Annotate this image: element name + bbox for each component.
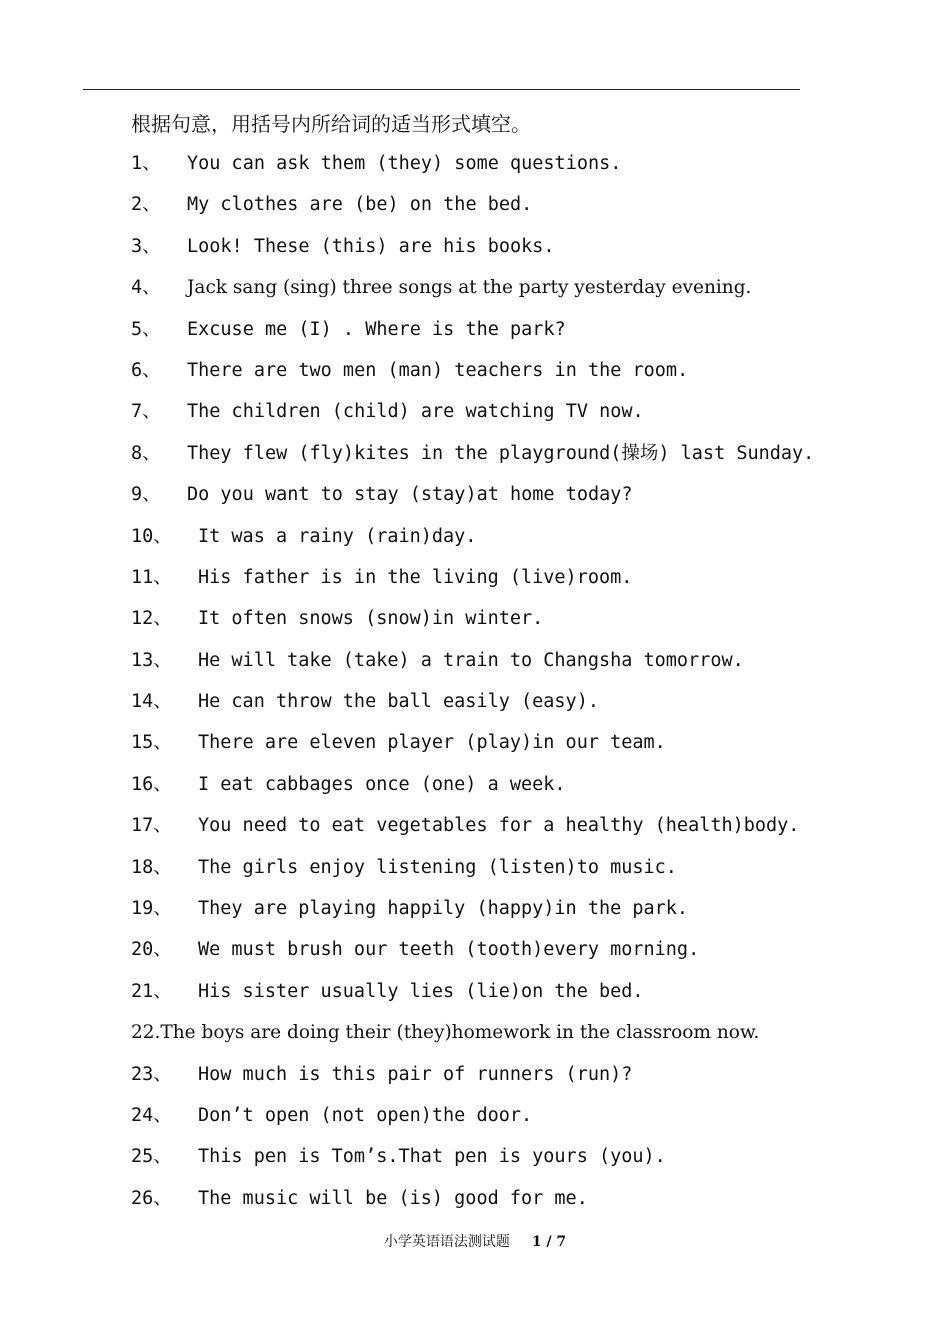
exercise-item xyxy=(131,233,814,274)
item-number: 15、 xyxy=(131,732,172,754)
item-number: 8、 xyxy=(131,442,161,464)
exercise-item xyxy=(131,357,814,398)
item-number: 5、 xyxy=(131,318,161,340)
item-text: You can ask them (they) some questions. xyxy=(187,153,622,174)
item-text: His sister usually lies (lie)on the bed. xyxy=(198,980,644,1002)
exercise-item xyxy=(131,316,814,357)
item-number: 26、 xyxy=(131,1187,172,1209)
exercise-item xyxy=(131,150,814,191)
exercise-item xyxy=(131,1185,814,1226)
item-text: My clothes are (be) on the bed. xyxy=(187,194,533,216)
item-number: 23、 xyxy=(131,1063,172,1085)
exercise-item xyxy=(131,688,814,729)
exercise-item xyxy=(131,191,814,232)
exercise-item xyxy=(131,481,814,522)
item-number: 16、 xyxy=(131,773,172,795)
page-number: 1 / 7 xyxy=(531,1234,567,1250)
exercise-item xyxy=(131,1102,814,1143)
exercise-item xyxy=(131,771,814,812)
item-text: Excuse me (I) . Where is the park? xyxy=(187,318,566,340)
item-number: 10、 xyxy=(131,525,172,547)
page-footer xyxy=(0,1232,950,1252)
item-text: The children (child) are watching TV now. xyxy=(187,401,644,423)
item-text: They flew (fly)kites in the playground(操场) last Sunday. xyxy=(187,442,815,464)
item-text: It often snows (snow)in winter. xyxy=(198,608,544,630)
exercise-item xyxy=(131,978,814,1019)
instruction-text: 根据句意，用括号内所给词的适当形式填空。 xyxy=(131,112,531,136)
item-text: Don’t open (not open)the door. xyxy=(198,1104,533,1126)
item-text: They are playing happily (happy)in the park. xyxy=(198,898,689,920)
item-number: 11、 xyxy=(131,566,172,588)
exercise-list xyxy=(131,150,814,1226)
item-number: 9、 xyxy=(131,484,161,506)
exercise-item xyxy=(131,1143,814,1184)
item-number: 18、 xyxy=(131,856,172,878)
exercise-item xyxy=(131,895,814,936)
item-number: 2、 xyxy=(131,194,161,216)
header-rule xyxy=(83,89,800,90)
exercise-item xyxy=(131,440,814,481)
item-text: He will take (take) a train to Changsha tomorrow. xyxy=(198,649,744,671)
exercise-item xyxy=(131,523,814,564)
exercise-item xyxy=(131,854,814,895)
item-text: It was a rainy (rain)day. xyxy=(198,525,477,547)
exercise-item xyxy=(131,729,814,770)
item-number: 17、 xyxy=(131,815,172,837)
item-number: 20、 xyxy=(131,939,172,961)
exercise-item xyxy=(131,398,814,439)
item-text: This pen is Tom’s.That pen is yours (you). xyxy=(198,1146,666,1168)
exercise-item xyxy=(131,647,814,688)
item-number: 3、 xyxy=(131,235,161,257)
item-number: 14、 xyxy=(131,691,172,713)
exercise-item xyxy=(131,564,814,605)
item-text: We must brush our teeth (tooth)every morning. xyxy=(198,939,700,961)
item-text: Look! These (this) are his books. xyxy=(187,235,555,257)
item-text: Do you want to stay (stay)at home today? xyxy=(187,484,633,506)
item-text: The girls enjoy listening (listen)to music. xyxy=(198,856,677,878)
exercise-item xyxy=(131,274,814,315)
item-number: 4、 xyxy=(131,277,161,299)
item-number: 21、 xyxy=(131,980,172,1002)
item-number: 6、 xyxy=(131,359,161,381)
item-text: There are eleven player (play)in our team. xyxy=(198,732,666,754)
item-number: 19、 xyxy=(131,898,172,920)
footer-title: 小学英语语法测试题 xyxy=(383,1234,510,1250)
item-number: 25、 xyxy=(131,1146,172,1168)
item-text: I eat cabbages once (one) a week. xyxy=(198,773,566,795)
item-number: 7、 xyxy=(131,401,161,423)
item-number: 24、 xyxy=(131,1104,172,1126)
item-number: 13、 xyxy=(131,649,172,671)
exercise-item xyxy=(131,1061,814,1102)
item-number: 1、 xyxy=(131,153,161,174)
item-text: You need to eat vegetables for a healthy (health)body. xyxy=(198,815,800,837)
item-text: 22.The boys are doing their (they)homework in the classroom now. xyxy=(131,1022,760,1044)
item-text: There are two men (man) teachers in the room. xyxy=(187,359,689,381)
exercise-item xyxy=(131,605,814,646)
item-text: His father is in the living (live)room. xyxy=(198,566,633,588)
item-text: Jack sang (sing) three songs at the party yesterday evening. xyxy=(187,277,752,299)
item-text: He can throw the ball easily (easy). xyxy=(198,691,599,713)
item-number: 12、 xyxy=(131,608,172,630)
exercise-item xyxy=(131,936,814,977)
exercise-item xyxy=(131,1019,814,1060)
item-text: How much is this pair of runners (run)? xyxy=(198,1063,633,1085)
item-text: The music will be (is) good for me. xyxy=(198,1187,588,1209)
exercise-item xyxy=(131,812,814,853)
